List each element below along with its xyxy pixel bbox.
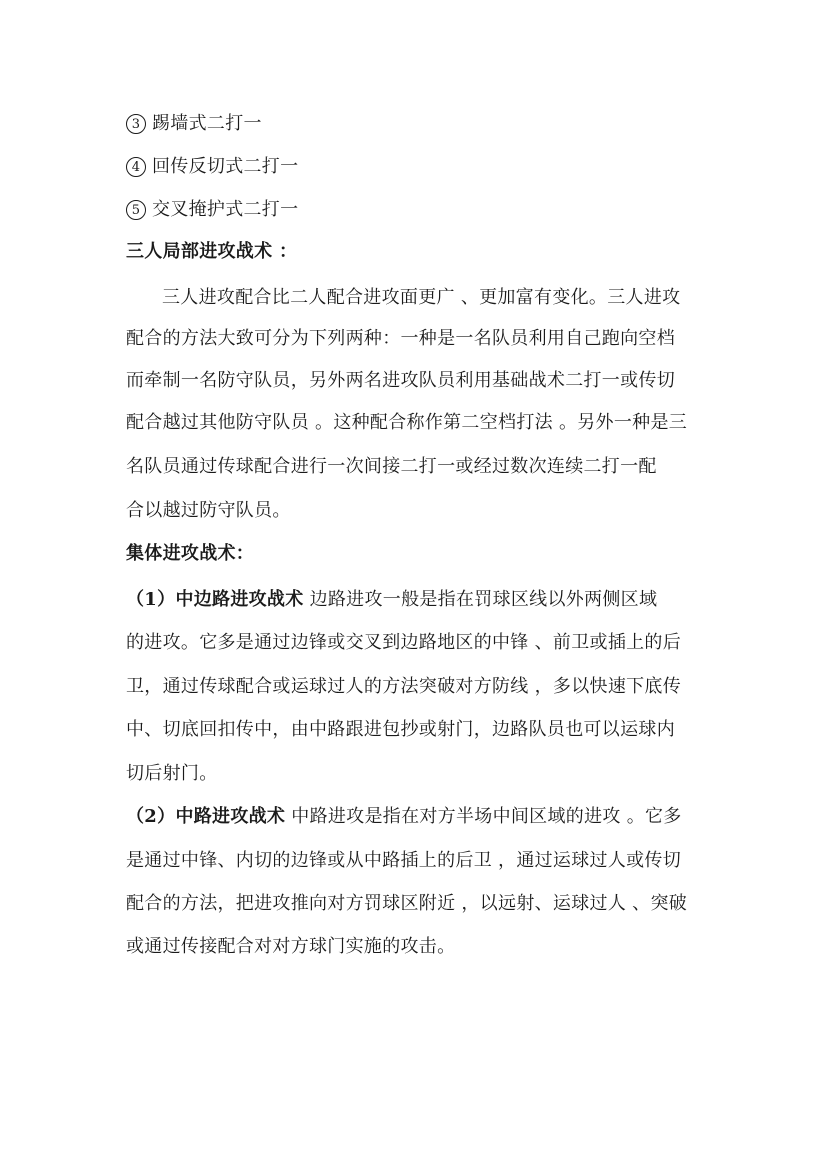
item-title: 中边路进攻战术 bbox=[175, 589, 304, 610]
paragraph-line: 配合越过其他防守队员 。这种配合称作第二空档打法 。另外一种是三 bbox=[126, 412, 688, 433]
list-item-text: 踢墙式二打一 bbox=[152, 113, 262, 134]
list-item bbox=[126, 198, 298, 222]
paragraph-line: 的进攻。它多是通过边锋或交叉到边路地区的中锋 、前卫或插上的后 bbox=[126, 632, 682, 653]
section-heading-three-person: 三人局部进攻战术 ： bbox=[126, 241, 298, 262]
paragraph-line: 三人进攻配合比二人配合进攻面更广 、更加富有变化。三人进攻 bbox=[162, 287, 681, 308]
circled-number: 4 bbox=[126, 157, 146, 177]
paragraph-line: 而牵制一名防守队员，另外两名进攻队员利用基础战术二打一或传切 bbox=[126, 370, 675, 391]
list-item-text: 回传反切式二打一 bbox=[152, 156, 299, 177]
item-title: 中路进攻战术 bbox=[175, 806, 286, 827]
item-prefix: （1） bbox=[126, 589, 176, 610]
paragraph-line: 切后射门。 bbox=[126, 763, 218, 784]
paragraph-line: 配合的方法，把进攻推向对方罚球区附近 ，以远射、运球过人 、突破 bbox=[126, 893, 688, 914]
item-text: 中路进攻是指在对方半场中间区域的进攻 。它多 bbox=[285, 806, 682, 827]
list-item bbox=[126, 155, 298, 179]
item-text: 边路进攻一般是指在罚球区线以外两侧区域 bbox=[303, 589, 658, 610]
paragraph-line: 名队员通过传球配合进行一次间接二打一或经过数次连续二打一配 bbox=[126, 456, 657, 477]
paragraph-line: 中、切底回扣传中，由中路跟进包抄或射门，边路队员也可以运球内 bbox=[126, 719, 675, 740]
paragraph-line-side-attack bbox=[126, 588, 657, 612]
paragraph-line: 合以越过防守队员。 bbox=[126, 500, 291, 521]
list-item bbox=[126, 112, 262, 136]
circled-number: 3 bbox=[126, 114, 146, 134]
item-prefix: （2） bbox=[126, 806, 176, 827]
paragraph-line: 卫，通过传球配合或运球过人的方法突破对方防线 ，多以快速下底传 bbox=[126, 676, 682, 697]
paragraph-line: 或通过传接配合对对方球门实施的攻击。 bbox=[126, 936, 456, 957]
paragraph-line: 配合的方法大致可分为下列两种：一种是一名队员利用自己跑向空档 bbox=[126, 328, 675, 349]
paragraph-line-center-attack bbox=[126, 805, 682, 829]
paragraph-line: 是通过中锋、内切的边锋或从中路插上的后卫 ，通过运球过人或传切 bbox=[126, 850, 682, 871]
circled-number: 5 bbox=[126, 200, 146, 220]
list-item-text: 交叉掩护式二打一 bbox=[152, 199, 299, 220]
section-heading-collective: 集体进攻战术： bbox=[126, 543, 255, 564]
